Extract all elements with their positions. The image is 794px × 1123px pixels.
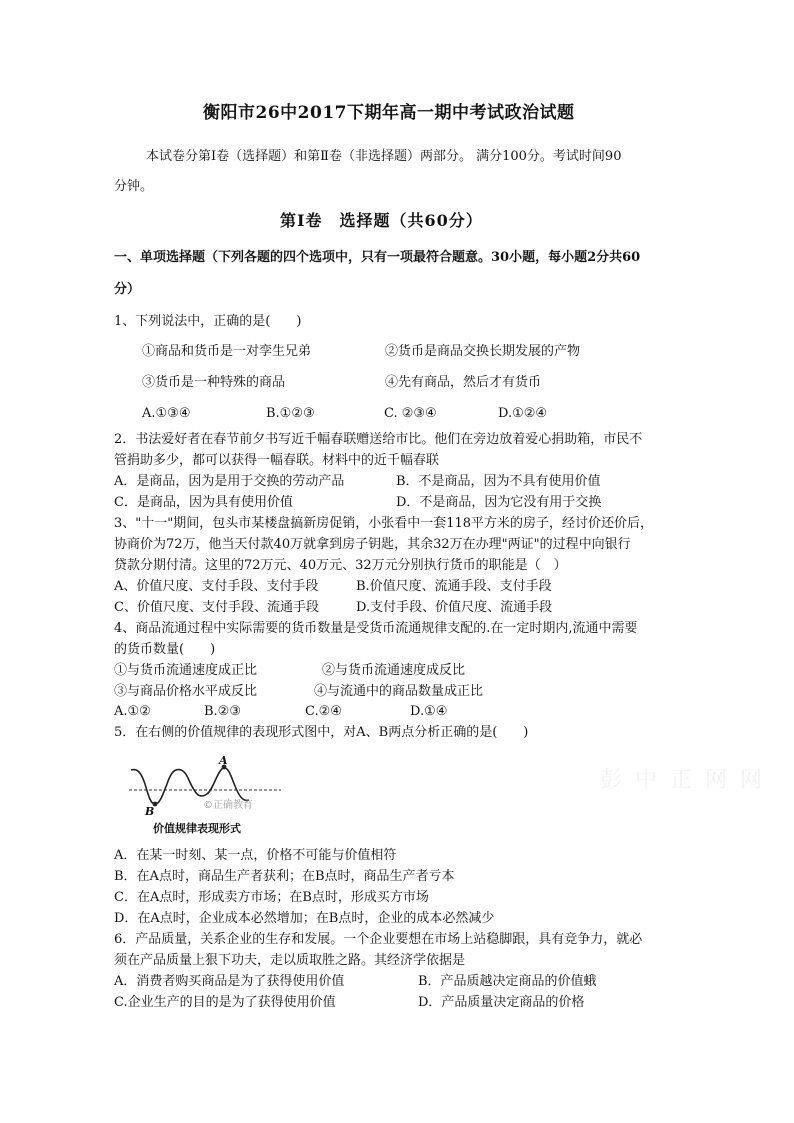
value-law-figure: [125, 754, 285, 838]
q5-option-d: D．在A点时，企业成本必然增加；在B点时，企业的成本必然减少: [114, 911, 495, 926]
q5-option-b: B．在A点时，商品生产者获利；在B点时，商品生产者亏本: [114, 869, 455, 884]
q1-option-a: A.①③④: [142, 406, 191, 421]
q4-statement-2: ②与货币流通速度成反比: [322, 663, 466, 678]
q5-option-c: C．在A点时，形成卖方市场；在B点时，形成买方市场: [114, 890, 429, 905]
q3-option-a: A、价值尺度、支付手段、支付手段: [114, 579, 319, 594]
q3-stem-line-2: 协商价为72万，他当天付款40万就拿到房子钥匙，其余32万在办理"两证"的过程中向银行: [114, 537, 631, 552]
q5-stem: 5．在右侧的价值规律的表现形式图中，对A、B两点分析正确的是( ): [114, 725, 529, 740]
q3-stem-line-3: 贷款分期付清。这里的72万元、40万元、32万元分别执行货币的职能是（ ）: [114, 558, 567, 573]
q3-option-d: D.支付手段、价值尺度、流通手段: [356, 600, 553, 615]
q2-option-d: D．不是商品，因为它没有用于交换: [396, 495, 602, 510]
figure-point-a-label: A: [219, 754, 228, 767]
page-title: 衡阳市26中2017下期年高一期中考试政治试题: [203, 103, 575, 123]
exam-intro-line-2: 分钟。: [114, 179, 154, 194]
q3-stem-line-1: 3、"十一"期间，包头市某楼盘搞新房促销，小张看中一套118平方米的房子，经讨价还价后，: [114, 516, 654, 531]
q1-statement-4: ④先有商品，然后才有货币: [385, 375, 542, 390]
figure-caption: 价值规律表现形式: [153, 822, 241, 835]
q1-statement-3: ③货币是一种特殊的商品: [142, 375, 286, 390]
figure-watermark: ©正确教育: [203, 800, 253, 811]
q4-option-b: B.②③: [204, 704, 241, 719]
q1-option-d: D.①②④: [498, 406, 548, 421]
figure-point-b-label: B: [145, 805, 155, 818]
q6-option-c: C.企业生产的目的是为了获得使用价值: [114, 995, 336, 1010]
q4-option-c: C.②④: [305, 704, 342, 719]
part-one-title: 第Ⅰ卷 选择题（共60分）: [280, 211, 483, 230]
q6-option-b: B．产品质越决定商品的价值蛾: [418, 974, 597, 989]
q4-option-d: D.①④: [410, 704, 448, 719]
q1-option-b: B.①②③: [266, 406, 315, 421]
q4-statement-4: ④与流通中的商品数量成正比: [314, 684, 484, 699]
q2-option-a: A．是商品，因为是用于交换的劳动产品: [114, 474, 345, 489]
q2-option-c: C．是商品，因为具有使用价值: [114, 495, 293, 510]
q6-option-d: D．产品质量决定商品的价格: [418, 995, 585, 1010]
q2-stem-line-2: 管捐助多少，都可以获得一幅春联。材料中的近千幅春联: [114, 453, 440, 468]
q6-stem-line-1: 6．产品质量，关系企业的生存和发展。一个企业要想在市场上站稳脚跟，具有竞争力，就必: [114, 932, 643, 947]
q4-stem-line-2: 的货币数量( ): [114, 642, 216, 657]
q1-stem: 1、下列说法中，正确的是( ): [114, 314, 302, 329]
q2-option-b: B．不是商品，因为不具有使用价值: [396, 474, 601, 489]
section-heading-line-1: 一、单项选择题（下列各题的四个选项中，只有一项最符合题意。30小题，每小题2分共60: [114, 250, 641, 265]
q3-option-b: B.价值尺度、流通手段、支付手段: [356, 579, 552, 594]
exam-intro-line-1: 本试卷分第Ⅰ卷（选择题）和第Ⅱ卷（非选择题）两部分。 满分100分。考试时间90: [146, 149, 622, 164]
q3-option-c: C、价值尺度、支付手段、流通手段: [114, 600, 319, 615]
q1-option-c: C. ②③④: [384, 406, 437, 421]
q4-statement-1: ①与货币流通速度成正比: [114, 663, 258, 678]
q4-statement-3: ③与商品价格水平成反比: [114, 684, 258, 699]
section-heading-line-2: 分）: [114, 282, 141, 297]
q6-option-a: A．消费者购买商品是为了获得使用价值: [114, 974, 345, 989]
q1-statement-1: ①商品和货币是一对孪生兄弟: [142, 344, 312, 359]
side-watermark: 彭 中 正 网 网: [600, 768, 765, 793]
q2-stem-line-1: 2．书法爱好者在春节前夕书写近千幅春联赠送给市比。他们在旁边放着爱心捐助箱，市民不: [114, 432, 643, 447]
q5-option-a: A．在某一时刻、某一点，价格不可能与价值相符: [114, 848, 397, 863]
q6-stem-line-2: 须在产品质量上狠下功夫，走以质取胜之路。其经济学依据是: [114, 953, 466, 968]
q4-option-a: A.①②: [114, 704, 151, 719]
q4-stem-line-1: 4、商品流通过程中实际需要的货币数量是受货币流通规律支配的.在一定时期内,流通中需要: [114, 621, 638, 636]
q1-statement-2: ②货币是商品交换长期发展的产物: [385, 344, 581, 359]
